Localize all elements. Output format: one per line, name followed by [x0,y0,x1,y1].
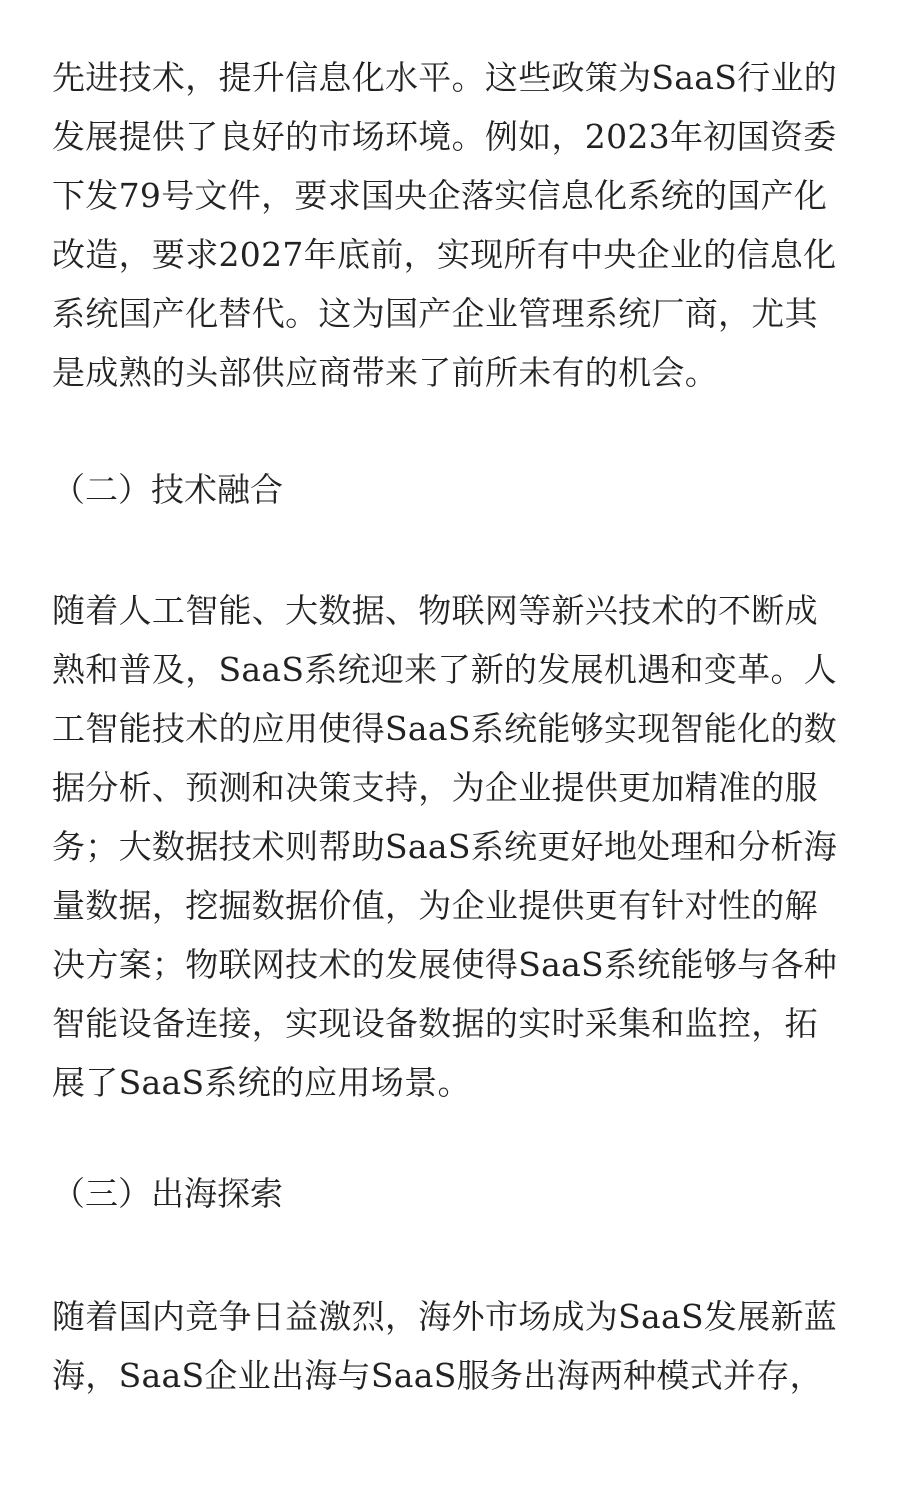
text-line: 系统国产化替代。这为国产企业管理系统厂商，尤其 [52,294,818,333]
text-line: 下发79号文件，要求国央企落实信息化系统的国产化 [52,176,828,215]
section-heading-overseas: （三）出海探索 [52,1174,283,1213]
text-line: 智能设备连接，实现设备数据的实时采集和监控，拓 [52,1004,818,1043]
text-line: 是成熟的头部供应商带来了前所未有的机会。 [52,353,718,392]
text-line: 工智能技术的应用使得SaaS系统能够实现智能化的数 [52,709,838,748]
text-line: 量数据，挖掘数据价值，为企业提供更有针对性的解 [52,886,818,925]
text-line: 改造，要求2027年底前，实现所有中央企业的信息化 [52,235,837,274]
text-line: 海，SaaS企业出海与SaaS服务出海两种模式并存， [52,1356,823,1395]
text-line: 展了SaaS系统的应用场景。 [52,1063,471,1102]
section-heading-tech-fusion: （二）技术融合 [52,470,283,509]
text-line: 随着国内竞争日益激烈，海外市场成为SaaS发展新蓝 [52,1297,838,1336]
text-line: 熟和普及，SaaS系统迎来了新的发展机遇和变革。人 [52,650,838,689]
text-line: 务；大数据技术则帮助SaaS系统更好地处理和分析海 [52,827,838,866]
text-line: 发展提供了良好的市场环境。例如，2023年初国资委 [52,117,837,156]
text-line: 先进技术，提升信息化水平。这些政策为SaaS行业的 [52,58,838,97]
text-line: 决方案；物联网技术的发展使得SaaS系统能够与各种 [52,945,838,984]
text-line: 据分析、预测和决策支持，为企业提供更加精准的服 [52,768,818,807]
text-line: 随着人工智能、大数据、物联网等新兴技术的不断成 [52,591,818,630]
